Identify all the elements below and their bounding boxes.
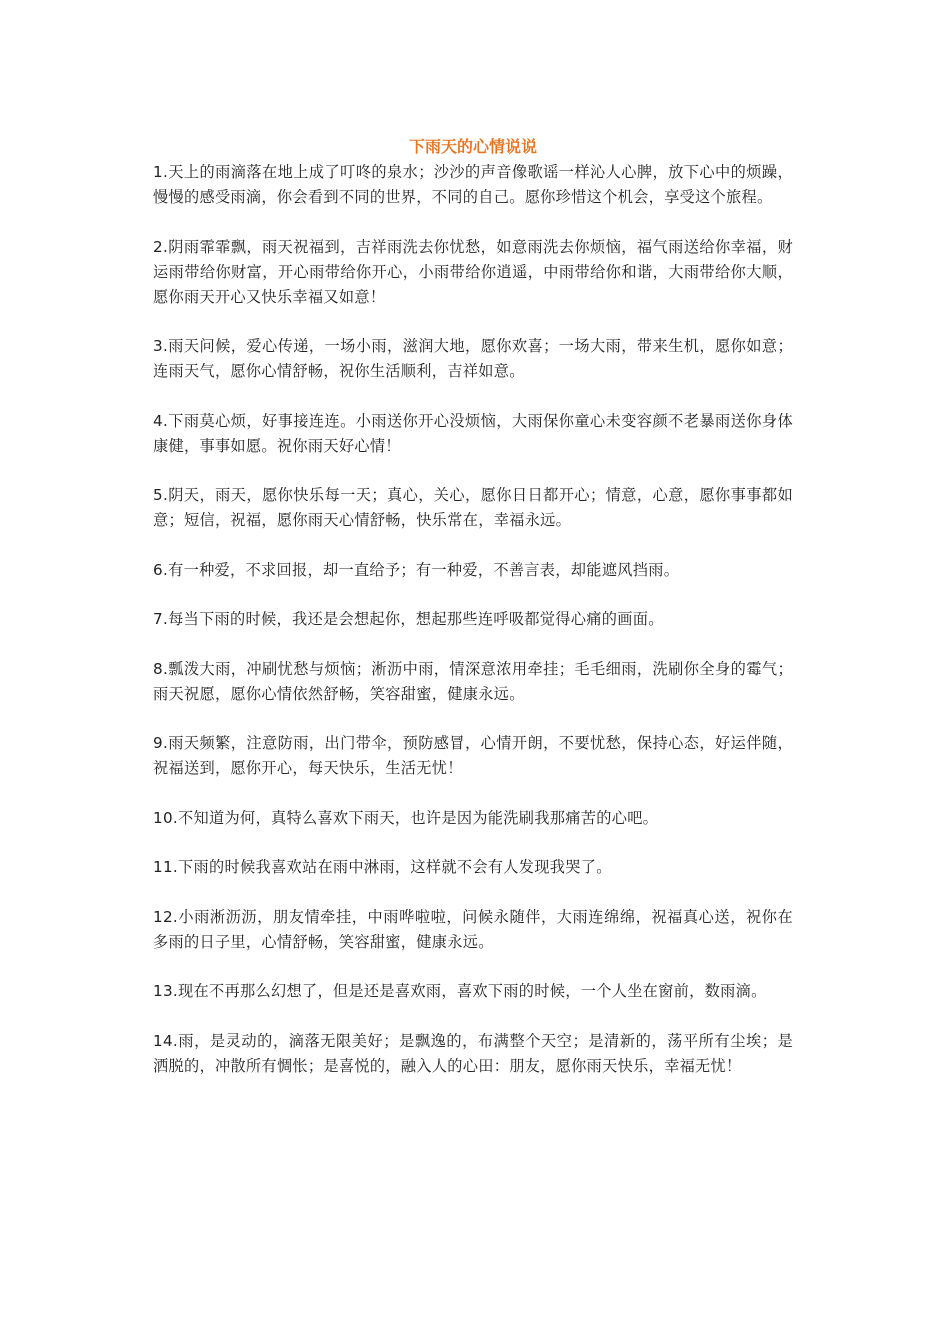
- paragraph-7: 7.每当下雨的时候，我还是会想起你，想起那些连呼吸都觉得心痛的画面。: [153, 610, 664, 628]
- paragraph-list: [153, 160, 793, 1079]
- paragraph-8: 8.瓢泼大雨，冲刷忧愁与烦恼；淅沥中雨，情深意浓用牵挂；毛毛细雨，洗刷你全身的霉气；雨天祝愿，愿你心情依然舒畅，笑容甜蜜，健康永远。: [153, 659, 793, 703]
- paragraph-5: 5.阴天，雨天，愿你快乐每一天；真心，关心，愿你日日都开心；情意，心意，愿你事事都如意；短信，祝福，愿你雨天心情舒畅，快乐常在，幸福永远。: [153, 486, 793, 529]
- paragraph-1: 1.天上的雨滴落在地上成了叮咚的泉水；沙沙的声音像歌谣一样沁人心脾，放下心中的烦躁，慢慢的感受雨滴，你会看到不同的世界，不同的自己。愿你珍惜这个机会，享受这个旅程。: [153, 163, 793, 206]
- document-title: 下雨天的心情说说: [408, 137, 537, 156]
- document-content: [153, 135, 793, 1079]
- paragraph-11: 11.下雨的时候我喜欢站在雨中淋雨，这样就不会有人发现我哭了。: [153, 858, 612, 876]
- paragraph-10: 10.不知道为何，真特么喜欢下雨天，也许是因为能洗刷我那痛苦的心吧。: [153, 808, 659, 827]
- paragraph-12: 12.小雨淅沥沥，朋友情牵挂，中雨哗啦啦，问候永随伴，大雨连绵绵，祝福真心送，祝你在多雨的日子里，心情舒畅，笑容甜蜜，健康永远。: [153, 907, 793, 951]
- paragraph-13: 13.现在不再那么幻想了，但是还是喜欢雨，喜欢下雨的时候，一个人坐在窗前，数雨滴。: [153, 982, 767, 1000]
- paragraph-14: 14.雨，是灵动的，滴落无限美好；是飘逸的，布满整个天空；是清新的，荡平所有尘埃；是洒脱的，冲散所有惆怅；是喜悦的，融入人的心田：朋友，愿你雨天快乐，幸福无忧！: [153, 1031, 793, 1075]
- paragraph-3: 3.雨天问候，爱心传递，一场小雨，滋润大地，愿你欢喜；一场大雨，带来生机，愿你如意；连雨天气，愿你心情舒畅，祝你生活顺利，吉祥如意。: [153, 337, 793, 380]
- paragraph-9: 9.雨天频繁，注意防雨，出门带伞，预防感冒，心情开朗，不要忧愁，保持心态，好运伴随，祝福送到，愿你开心，每天快乐，生活无忧！: [153, 734, 793, 777]
- paragraph-2: 2.阴雨霏霏飘，雨天祝福到，吉祥雨洗去你忧愁，如意雨洗去你烦恼，福气雨送给你幸福，财运雨带给你财富，开心雨带给你开心，小雨带给你逍遥，中雨带给你和谐，大雨带给你大顺，愿你雨天开心又快乐幸福又如意！: [153, 237, 793, 306]
- paragraph-4: 4.下雨莫心烦，好事接连连。小雨送你开心没烦恼，大雨保你童心未变容颜不老暴雨送你身体康健，事事如愿。祝你雨天好心情！: [153, 411, 793, 455]
- paragraph-6: 6.有一种爱，不求回报，却一直给予；有一种爱，不善言表，却能遮风挡雨。: [153, 560, 680, 579]
